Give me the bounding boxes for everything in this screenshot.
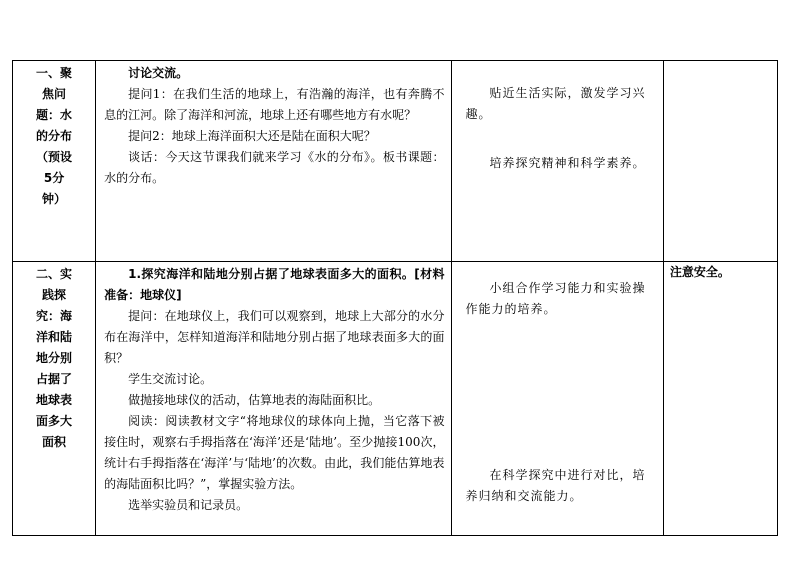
stage-line: 面积 [42,435,67,449]
stage-line: 一、聚 [36,66,73,80]
stage-line: 二、实 [36,267,73,281]
stage-cell [13,61,96,262]
process-paragraph: 提问2：地球上海洋面积大还是陆在面积大呢？ [128,129,376,143]
note-cell [663,61,777,262]
stage-line: 地分别 [36,351,73,365]
stage-line: 究：海 [36,309,73,323]
stage-cell [13,262,96,536]
stage-line: 占据了 [36,372,73,386]
stage-line: 践探 [42,288,67,302]
stage-line: 面多大 [36,414,73,428]
stage-line: 题：水 [36,108,73,122]
process-cell [96,262,451,536]
purpose-cell [451,262,663,536]
process-paragraph: 学生交流讨论。 [128,372,213,386]
note-cell: 注意安全。 [663,262,777,536]
stage-line: 地球表 [36,393,73,407]
lesson-plan-table [12,60,778,536]
process-paragraph: 提问：在地球仪上，我们可以观察到，地球上大部分的水分布在海洋中，怎样知道海洋和陆地分别占据了地球表面多大的面积？ [104,309,445,365]
stage-line: （预设 [36,150,73,164]
stage-line: 的分布 [36,129,73,143]
process-paragraph: 做抛接地球仪的活动，估算地表的海陆面积比。 [128,393,381,407]
stage-line: 焦问 [42,87,67,101]
table-row [13,262,778,536]
process-paragraph: 谈话：今天这节课我们就来学习《水的分布》。板书课题：水的分布。 [104,150,445,185]
stage-line: 5分 [43,171,65,185]
process-heading: 1.探究海洋和陆地分别占据了地球表面多大的面积。[材料准备：地球仪] [104,267,445,302]
process-paragraph: 阅读：阅读教材文字“将地球仪的球体向上抛，当它落下被接住时，观察右手拇指落在‘海洋’还是‘陆地’。至少抛接100次，统计右手拇指落在‘海洋’与‘陆地’的次数。由此，我们能估算地表的海陆面积比吗？”，掌握实验方法。 [104,414,445,491]
purpose-text: 贴近生活实际，激发学习兴趣。 [465,86,646,121]
process-heading: 讨论交流。 [128,66,189,80]
stage-line: 钟） [42,192,67,206]
process-cell [96,61,451,262]
stage-line: 洋和陆 [36,330,73,344]
process-paragraph: 选举实验员和记录员。 [128,498,249,512]
purpose-text: 培养探究精神和科学素养。 [489,156,646,170]
process-paragraph: 提问1：在我们生活的地球上，有浩瀚的海洋，也有奔腾不息的江河。除了海洋和河流，地球上还有哪些地方有水呢？ [104,87,445,122]
purpose-text: 小组合作学习能力和实验操作能力的培养。 [465,281,646,316]
table-row [13,61,778,262]
purpose-cell [451,61,663,262]
purpose-text: 在科学探究中进行对比，培养归纳和交流能力。 [465,468,646,503]
